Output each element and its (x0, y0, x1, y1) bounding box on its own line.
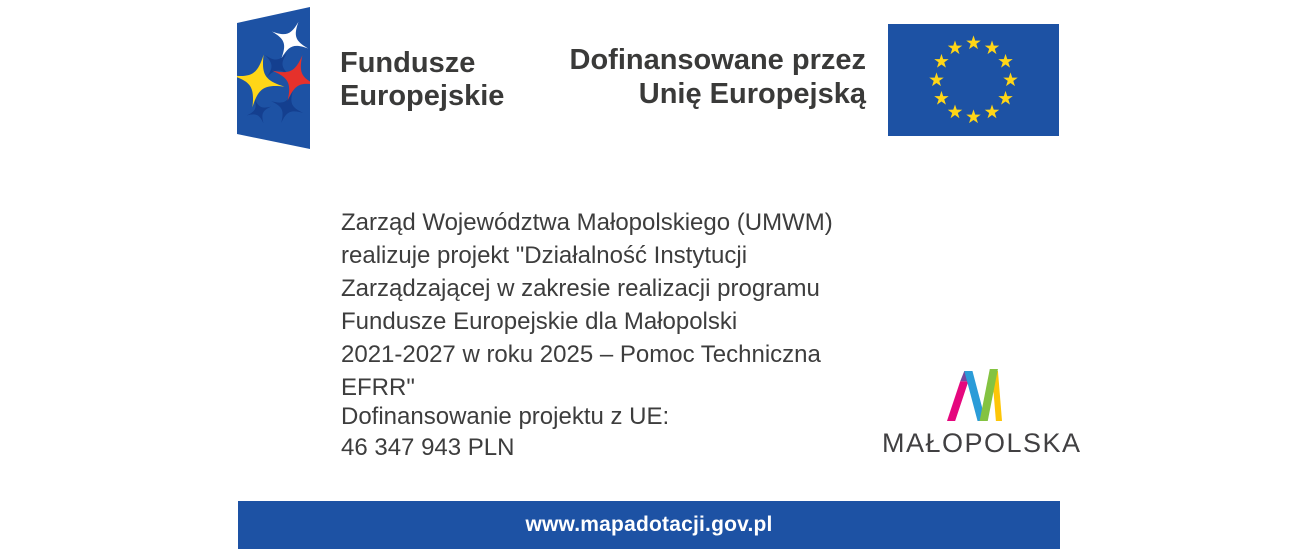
malopolska-logo (882, 368, 1082, 459)
funding-info (341, 401, 886, 463)
footer-url: www.mapadotacji.gov.pl (525, 513, 773, 536)
project-line: EFRR" (341, 374, 415, 401)
fe-logo-title (340, 47, 504, 113)
funding-label: Dofinansowanie projektu z UE: (341, 403, 670, 430)
project-line: Fundusze Europejskie dla Małopolski (341, 308, 738, 335)
funding-amount: 46 347 943 PLN (341, 434, 515, 461)
project-line: Zarząd Województwa Małopolskiego (UMWM) (341, 209, 833, 236)
eu-cofunded-line1: Dofinansowane przez (569, 44, 866, 76)
project-line: Zarządzającej w zakresie realizacji programu (341, 275, 820, 302)
project-line: 2021-2027 w roku 2025 – Pomoc Techniczna (341, 341, 821, 368)
eu-cofunded-line2: Unię Europejską (638, 78, 866, 110)
project-description (341, 206, 886, 404)
eu-flag-icon (888, 24, 1059, 136)
eu-cofunded-text (570, 43, 867, 111)
project-line: realizuje projekt "Działalność Instytucji (341, 242, 748, 269)
malopolska-m-icon (946, 368, 1003, 421)
footer-bar (238, 501, 1060, 549)
malopolska-wordmark: MAŁOPOLSKA (882, 428, 1082, 458)
fundusze-europejskie-flag-icon (237, 5, 310, 151)
fe-logo-title-line1: Fundusze (340, 47, 476, 79)
fe-logo-title-line2: Europejskie (340, 80, 505, 112)
